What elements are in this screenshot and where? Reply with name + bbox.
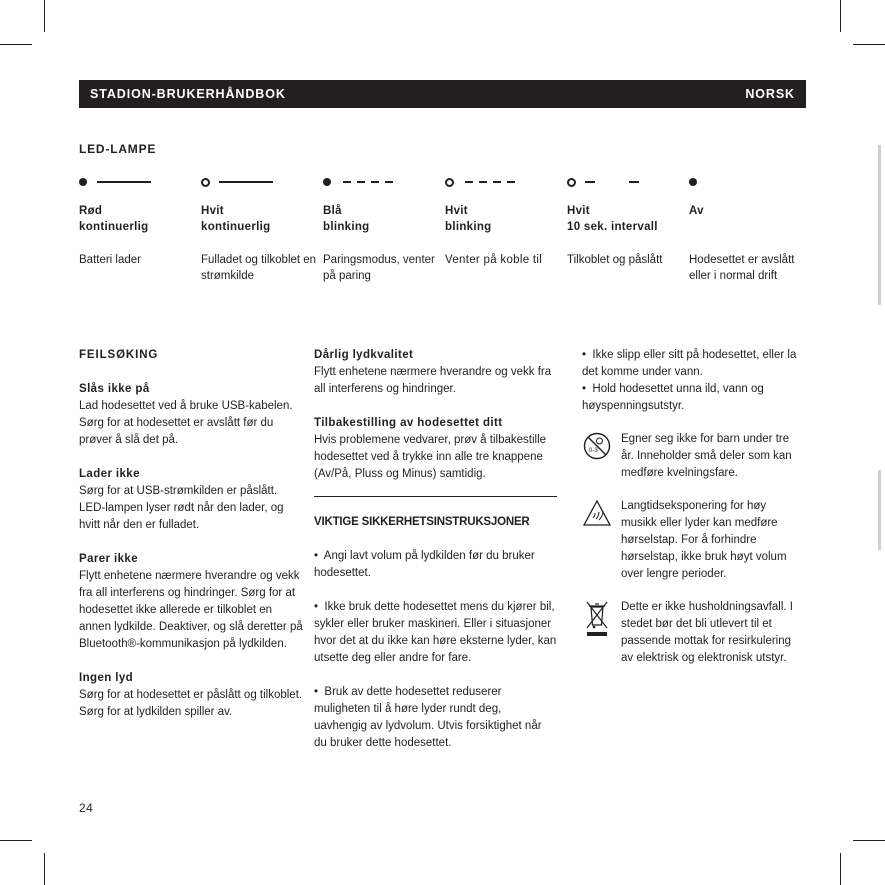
troubleshooting-column: [79, 347, 304, 721]
led-state-line2: 10 sek. intervall: [567, 221, 658, 233]
safety-icon-note-text: Langtidseksponering for høy musikk eller lyder kan medføre hørselstap. For å forhindre hørselstap, ikke bruk høyt volum over lengre perioder.: [621, 500, 787, 580]
bleed-edge-mark: [878, 470, 881, 550]
safety-icon-note: [582, 599, 804, 667]
troubleshooting-body: Flytt enhetene nærmere hverandre og vekk fra all interferens og hindringer. Sørg for at hodesettet ikke allerede er tilkoblet en annen lydkilde. Deaktiver, og slå deretter på Bluetooth®-kommunikasjon på lydkilden.: [79, 570, 303, 650]
troubleshooting-body: Flytt enhetene nærmere hverandre og vekk fra all interferens og hindringer.: [314, 366, 552, 395]
led-dot-hollow-icon: [567, 178, 576, 187]
troubleshooting-heading: Tilbakestilling av hodesettet ditt: [314, 417, 503, 429]
troubleshooting-body: Lad hodesettet ved å bruke USB-kabelen. Sørg for at hodesettet er avslått før du prøver å slå det på.: [79, 400, 293, 446]
led-dot-icon: [323, 178, 331, 186]
no-children-0-3-icon: [582, 431, 612, 461]
crop-mark: [44, 0, 45, 32]
led-item: [445, 174, 563, 266]
troubleshooting-title: FEILSØKING: [79, 349, 159, 361]
steady-line-icon: [97, 181, 151, 183]
svg-text:0-3: 0-3: [588, 447, 598, 454]
led-section-title: LED-LAMPE: [79, 142, 157, 156]
led-description: Paringsmodus, venter på paring: [323, 254, 435, 282]
dash-icon: [629, 181, 639, 183]
led-item: [689, 174, 807, 282]
troubleshooting-body: Sørg for at hodesettet er påslått og tilkoblet. Sørg for at lydkilden spiller av.: [79, 689, 303, 718]
led-dot-icon: [689, 178, 697, 186]
header-bar: [79, 80, 806, 108]
led-indicator: [689, 174, 807, 190]
dash-icon: [507, 181, 515, 183]
troubleshooting-heading: Slås ikke på: [79, 383, 150, 395]
header-language: NORSK: [745, 87, 795, 101]
safety-icon-note: [582, 431, 804, 482]
dash-icon: [343, 181, 351, 183]
crop-mark: [840, 0, 841, 32]
crop-mark: [853, 44, 885, 45]
led-state-line1: Hvit: [201, 205, 224, 217]
led-indicator: [79, 174, 197, 190]
header-title: STADION-BRUKERHÅNDBOK: [90, 87, 286, 101]
led-state-line1: Rød: [79, 205, 103, 217]
troubleshooting-heading: Ingen lyd: [79, 672, 134, 684]
led-description: Batteri lader: [79, 254, 142, 266]
safety-icon-note: [582, 498, 804, 583]
led-state-line2: kontinuerlig: [79, 221, 149, 233]
led-indicator: [567, 174, 685, 190]
crop-mark: [44, 853, 45, 885]
crop-mark: [840, 853, 841, 885]
led-indicator: [445, 174, 563, 190]
dash-icon: [357, 181, 365, 183]
led-item: [79, 174, 197, 266]
safety-bullet: • Bruk av dette hodesettet reduserer muligheten til å høre lyder rundt deg, uavhengig av lydvolum. Utvis forsiktighet når du bruker dette hodesettet.: [314, 686, 542, 749]
led-indicator: [201, 174, 319, 190]
dash-icon: [371, 181, 379, 183]
dash-icon: [465, 181, 473, 183]
safety-icon-note-text: Dette er ikke husholdningsavfall. I stedet bør det bli utlevert til et passende mottak for resirkulering av elektrisk og elektronisk utstyr.: [621, 601, 793, 664]
led-description: Venter på koble til: [445, 254, 543, 266]
safety-bullet: • Hold hodesettet unna ild, vann og høyspenningsutstyr.: [582, 383, 764, 412]
dash-icon: [479, 181, 487, 183]
led-state-line2: kontinuerlig: [201, 221, 271, 233]
crop-mark: [0, 44, 32, 45]
bleed-edge-mark: [878, 145, 881, 305]
middle-column: [314, 347, 557, 483]
safety-bullet: • Angi lavt volum på lydkilden før du bruker hodesettet.: [314, 550, 535, 579]
led-description: Fulladet og tilkoblet en strømkilde: [201, 254, 317, 282]
led-state-line2: blinking: [323, 221, 370, 233]
led-item: [201, 174, 319, 282]
led-dot-hollow-icon: [445, 178, 454, 187]
safety-column-right: [582, 347, 804, 415]
troubleshooting-body: Hvis problemene vedvarer, prøv å tilbakestille hodesettet ved å trykke inn alle tre knappene (Av/På, Pluss og Minus) samtidig.: [314, 434, 547, 480]
section-divider: [314, 496, 557, 497]
safety-bullet: • Ikke bruk dette hodesettet mens du kjører bil, sykler eller bruker maskineri. Eller i situasjoner hvor det at du ikke kan høre eksterne lyder, kan utsette deg eller andre for fare.: [314, 601, 557, 664]
troubleshooting-heading: Parer ikke: [79, 553, 138, 565]
led-item: [567, 174, 685, 266]
dash-icon: [385, 181, 393, 183]
troubleshooting-heading: Dårlig lydkvalitet: [314, 349, 414, 361]
led-state-line1: Blå: [323, 205, 342, 217]
led-description: Hodesettet er avslått eller i normal drift: [689, 254, 795, 282]
page-number: 24: [79, 801, 94, 815]
dash-icon: [493, 181, 501, 183]
led-dot-hollow-icon: [201, 178, 210, 187]
safety-bullet: • Ikke slipp eller sitt på hodesettet, eller la det komme under vann.: [582, 349, 797, 378]
troubleshooting-heading: Lader ikke: [79, 468, 140, 480]
led-state-line1: Hvit: [445, 205, 468, 217]
safety-column: [314, 514, 557, 752]
led-indicator: [323, 174, 441, 190]
led-item: [323, 174, 441, 282]
led-state-line1: Hvit: [567, 205, 590, 217]
led-description: Tilkoblet og påslått: [567, 254, 663, 266]
weee-crossed-bin-icon: [582, 599, 612, 639]
led-dot-icon: [79, 178, 87, 186]
dash-icon: [585, 181, 595, 183]
led-state-line2: blinking: [445, 221, 492, 233]
safety-icon-note-text: Egner seg ikke for barn under tre år. Inneholder små deler som kan medføre kvelningsfare.: [621, 433, 792, 479]
hearing-warning-icon: [582, 498, 612, 528]
led-state-line1: Av: [689, 205, 704, 217]
steady-line-icon: [219, 181, 273, 183]
troubleshooting-body: Sørg for at USB-strømkilden er påslått. LED-lampen lyser rødt når den lader, og hvitt når den er fulladet.: [79, 485, 284, 531]
crop-mark: [0, 840, 32, 841]
crop-mark: [853, 840, 885, 841]
safety-title: VIKTIGE SIKKERHETSINSTRUKSJONER: [314, 516, 530, 528]
